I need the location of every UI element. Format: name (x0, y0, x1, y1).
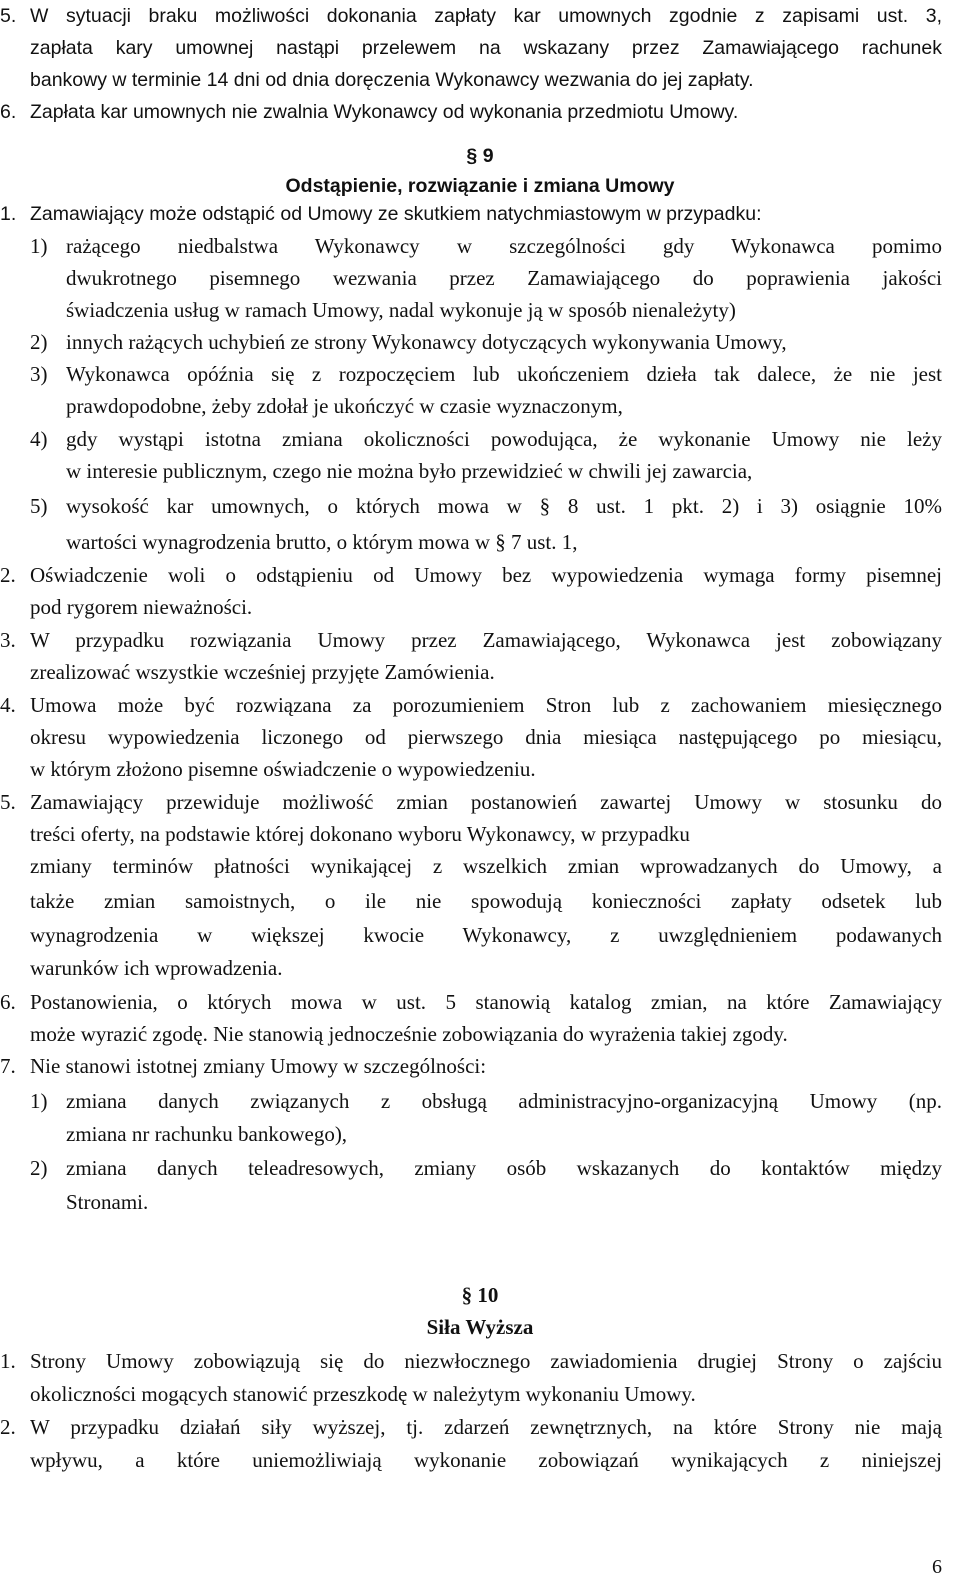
paragraph-text: zrealizować wszystkie wcześniej przyjęte Zamówienia. (30, 660, 495, 684)
paragraph-text: Zamawiający przewiduje możliwość zmian postanowień zawartej Umowy w stosunku do (30, 790, 942, 814)
list-item (0, 358, 960, 390)
item-number: 3) (30, 362, 48, 386)
item-text: świadczenia usług w ramach Umowy, nadal wykonuje ją w sposób nienależyty) (66, 298, 736, 322)
item-text: prawdopodobne, żeby zdołał je ukończyć w czasie wyznaczonym, (66, 394, 623, 418)
section-number: 10 (477, 1283, 499, 1307)
paragraph-text: Zapłata kar umownych nie zwalnia Wykonawcy od wykonania przedmiotu Umowy. (30, 101, 739, 123)
list-item (0, 591, 960, 623)
list-item (0, 1444, 960, 1476)
list-item (0, 1018, 960, 1050)
list-item (0, 986, 960, 1018)
list-item (0, 952, 960, 984)
list-item (0, 390, 960, 422)
paragraph-text: Strony Umowy zobowiązują się do niezwłocznego zawiadomienia drugiej Strony o zajściu (30, 1349, 942, 1373)
item-number: 2) (30, 330, 48, 354)
paragraph-number: 5. (0, 5, 17, 27)
section-heading-title: Odstąpienie, rozwiązanie i zmiana Umowy (285, 175, 675, 197)
paragraph-text: wpływu, a które uniemożliwiają wykonanie zobowiązań wynikających z niniejszej (30, 1448, 942, 1472)
list-item (0, 230, 960, 262)
list-item (0, 0, 960, 32)
list-item (0, 96, 960, 128)
paragraph-text: Oświadczenie woli o odstąpieniu od Umowy bez wypowiedzenia wymaga formy pisemnej (30, 563, 942, 587)
paragraph-text: Umowa może być rozwiązana za porozumieniem Stron lub z zachowaniem miesięcznego (30, 693, 942, 717)
paragraph-text: okoliczności mogących stanowić przeszkodę w należytym wykonaniu Umowy. (30, 1382, 696, 1406)
list-item (0, 1085, 960, 1117)
list-item (0, 818, 960, 850)
section-symbol: § (466, 145, 478, 167)
paragraph-number: 1. (0, 1349, 16, 1373)
item-text: Wykonawca opóźnia się z rozpoczęciem lub ukończeniem dzieła tak dalece, że nie jest (66, 362, 942, 386)
item-text: dwukrotnego pisemnego wezwania przez Zamawiającego do poprawienia jakości (66, 266, 942, 290)
list-item (0, 326, 960, 358)
paragraph-text: warunków ich wprowadzenia. (30, 956, 283, 980)
list-item (0, 1378, 960, 1410)
paragraph-text: zapłata kary umownej nastąpi przelewem na wskazany przez Zamawiającego rachunek (30, 37, 942, 59)
item-number: 4) (30, 427, 48, 451)
list-item (0, 885, 960, 917)
paragraph-number: 2. (0, 1415, 16, 1439)
paragraph-text: wynagrodzenia w większej kwocie Wykonawcy, z uwzględnieniem podawanych (30, 923, 942, 947)
list-item (0, 1186, 960, 1218)
paragraph-text: Postanowienia, o których mowa w ust. 5 stanowią katalog zmian, na które Zamawiający (30, 990, 942, 1014)
paragraph-text: W sytuacji braku możliwości dokonania zapłaty kar umownych zgodnie z zapisami ust. 3, (30, 5, 942, 27)
item-text: gdy wystąpi istotna zmiana okoliczności powodująca, że wykonanie Umowy nie leży (66, 427, 942, 451)
list-item (0, 689, 960, 721)
item-text: wysokość kar umownych, o których mowa w § 8 ust. 1 pkt. 2) i 3) osiągnie 10% (66, 494, 942, 518)
item-number: 2) (30, 1156, 48, 1180)
paragraph-number: 4. (0, 693, 16, 717)
paragraph-number: 2. (0, 563, 16, 587)
item-text: w interesie publicznym, czego nie można było przewidzieć w chwili jej zawarcia, (66, 459, 753, 483)
list-item (0, 526, 960, 558)
item-text: zmiana danych związanych z obsługą administracyjno-organizacyjną Umowy (np. (66, 1089, 942, 1113)
item-text: innych rażących uchybień ze strony Wykonawcy dotyczących wykonywania Umowy, (66, 330, 787, 354)
paragraph-text: także zmian samoistnych, o ile nie spowodują konieczności zapłaty odsetek lub (30, 889, 942, 913)
section-symbol: § (461, 1283, 473, 1307)
section-heading-number (0, 140, 960, 172)
list-item (0, 490, 960, 522)
list-item (0, 32, 960, 64)
section-heading-title: Siła Wyższa (426, 1315, 534, 1339)
list-item (0, 198, 960, 230)
item-text: zmiana nr rachunku bankowego), (66, 1122, 348, 1146)
list-item (0, 455, 960, 487)
paragraph-number: 5. (0, 790, 16, 814)
item-text: zmiana danych teleadresowych, zmiany osób wskazanych do kontaktów między (66, 1156, 942, 1180)
paragraph-number: 6. (0, 101, 17, 123)
paragraph-text: pod rygorem nieważności. (30, 595, 253, 619)
paragraph-text: w którym złożono pisemne oświadczenie o wypowiedzeniu. (30, 757, 536, 781)
paragraph-text: Nie stanowi istotnej zmiany Umowy w szczególności: (30, 1054, 487, 1078)
paragraph-number: 1. (0, 203, 17, 225)
paragraph-text: może wyrazić zgodę. Nie stanowią jednocześnie zobowiązania do wyrażenia takiej zgody. (30, 1022, 788, 1046)
list-item (0, 850, 960, 882)
list-item (0, 423, 960, 455)
list-item (0, 656, 960, 688)
paragraph-text: treści oferty, na podstawie której dokonano wyboru Wykonawcy, w przypadku (30, 822, 690, 846)
section-number: 9 (482, 145, 494, 167)
list-item (0, 753, 960, 785)
paragraph-text: W przypadku rozwiązania Umowy przez Zamawiającego, Wykonawca jest zobowiązany (30, 628, 942, 652)
paragraph-number: 3. (0, 628, 16, 652)
paragraph-number: 6. (0, 990, 16, 1014)
list-item (0, 624, 960, 656)
item-number: 1) (30, 234, 48, 258)
item-number: 5) (30, 494, 48, 518)
paragraph-number: 7. (0, 1054, 16, 1078)
paragraph-text: W przypadku działań siły wyższej, tj. zdarzeń zewnętrznych, na które Strony nie mają (30, 1415, 942, 1439)
paragraph-text: bankowy w terminie 14 dni od dnia doręczenia Wykonawcy wezwania do jej zapłaty. (30, 69, 754, 91)
item-text: wartości wynagrodzenia brutto, o którym mowa w § 7 ust. 1, (66, 530, 578, 554)
page-number: 6 (932, 1556, 942, 1578)
item-number: 1) (30, 1089, 48, 1113)
list-item (0, 919, 960, 951)
list-item (0, 721, 960, 753)
list-item (0, 786, 960, 818)
list-item (0, 1345, 960, 1377)
list-item (0, 1411, 960, 1443)
list-item (0, 1118, 960, 1150)
list-item (0, 64, 960, 96)
list-item (0, 1050, 960, 1082)
paragraph-text: okresu wypowiedzenia liczonego od pierwszego dnia miesiąca następującego po miesiącu, (30, 725, 942, 749)
list-item (0, 294, 960, 326)
paragraph-text: zmiany terminów płatności wynikającej z wszelkich zmian wprowadzanych do Umowy, a (30, 854, 942, 878)
item-text: Stronami. (66, 1190, 149, 1214)
list-item (0, 559, 960, 591)
item-text: rażącego niedbalstwa Wykonawcy w szczególności gdy Wykonawca pomimo (66, 234, 942, 258)
section-heading-number (0, 1279, 960, 1311)
list-item (0, 262, 960, 294)
paragraph-text: Zamawiający może odstąpić od Umowy ze skutkiem natychmiastowym w przypadku: (30, 203, 762, 225)
list-item (0, 1152, 960, 1184)
